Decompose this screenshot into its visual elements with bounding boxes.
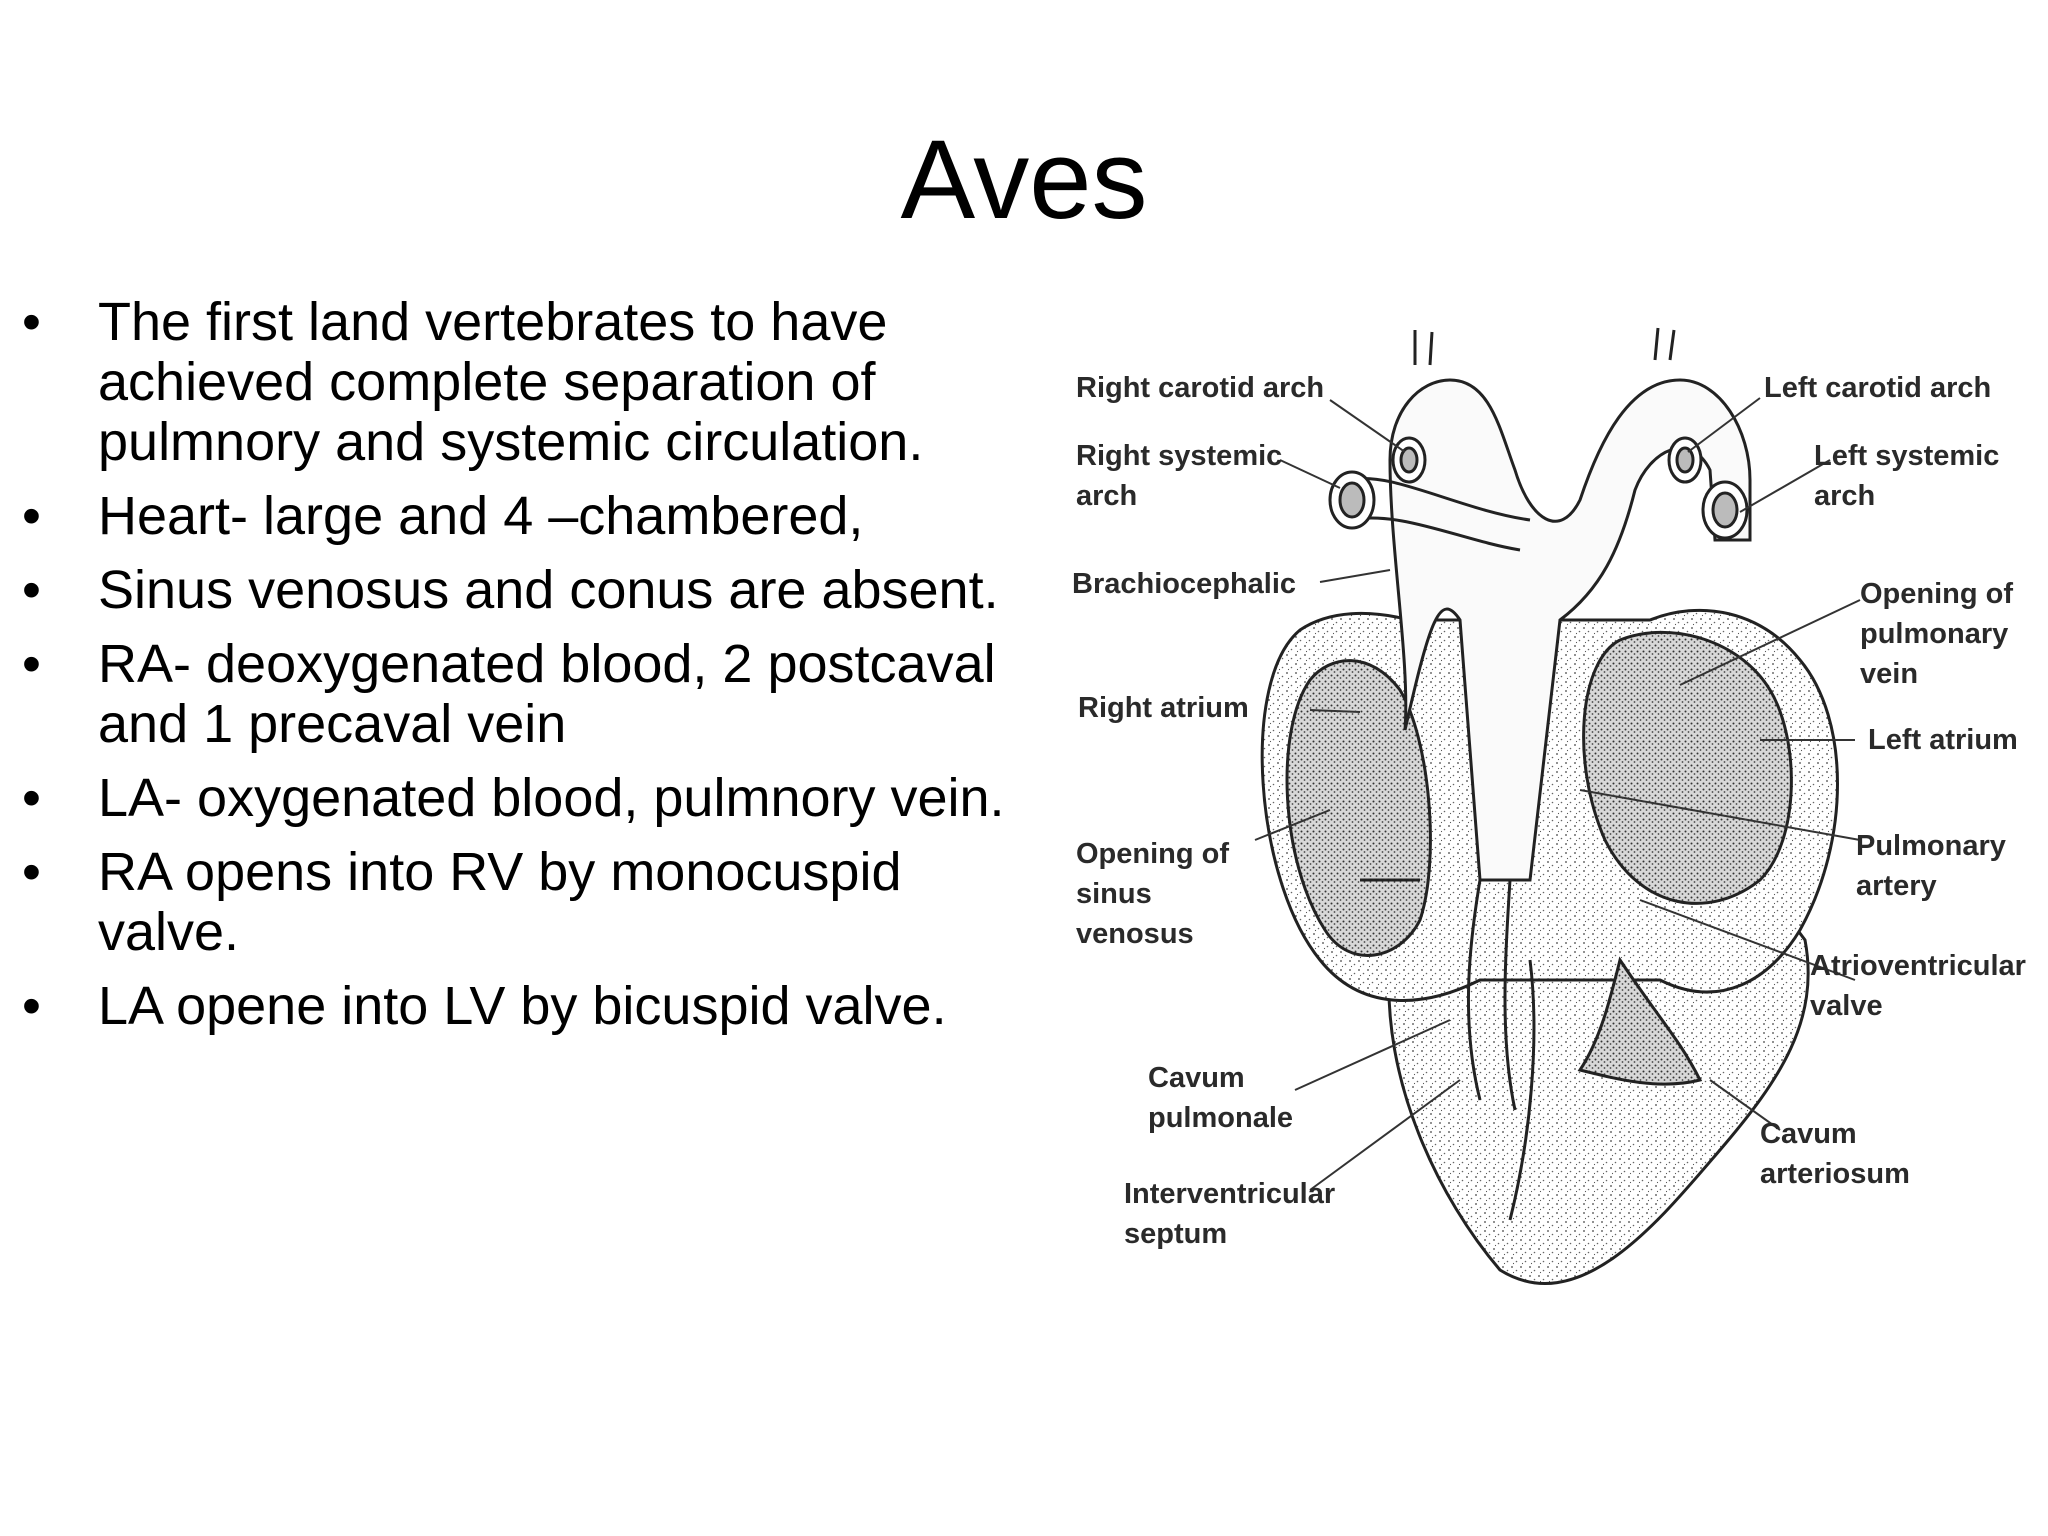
bird-heart-diagram [1060, 320, 2048, 1300]
label-left-atrium: Left atrium [1868, 724, 2018, 756]
bullet-item [14, 634, 1024, 754]
bullet-item [14, 486, 1024, 546]
label-right-carotid-arch: Right carotid arch [1076, 372, 1325, 404]
bullet-text: The first land vertebrates to have achieved complete separation of pulmnory and systemic circulation. [98, 292, 924, 472]
label-pulmonary-artery: Pulmonary artery [1856, 830, 2006, 902]
label-left-systemic-arch: Left systemic arch [1814, 440, 2000, 512]
bullet-item [14, 768, 1024, 828]
label-brachiocephalic: Brachiocephalic [1072, 568, 1297, 600]
bullet-item [14, 292, 1024, 472]
bullet-dot: • [22, 842, 41, 902]
slide-title: Aves [900, 117, 1148, 243]
label-cavum-pulmonale: Cavum pulmonale [1148, 1062, 1294, 1134]
label-opening-sinus-venosus: Opening of sinus venosus [1076, 838, 1230, 950]
label-atrioventricular-valve: Atrioventricular valve [1810, 950, 2026, 1022]
bullet-text: RA opens into RV by monocuspid valve. [98, 842, 902, 962]
bullet-dot: • [22, 292, 41, 352]
bullet-text: RA- deoxygenated blood, 2 postcaval and 1 precaval vein [98, 634, 996, 754]
bullet-item [14, 842, 1024, 962]
bullet-item [14, 560, 1024, 620]
bullet-dot: • [22, 768, 41, 828]
bullet-text: LA opene into LV by bicuspid valve. [98, 976, 947, 1036]
bullet-dot: • [22, 486, 41, 546]
bullet-text: LA- oxygenated blood, pulmnory vein. [98, 768, 1005, 828]
label-right-systemic-arch: Right systemic arch [1076, 440, 1283, 512]
label-interventricular-septum: Interventricular septum [1124, 1178, 1336, 1250]
label-cavum-arteriosum: Cavum arteriosum [1760, 1118, 1910, 1190]
bullet-item [14, 976, 1024, 1036]
bullet-list [14, 292, 1024, 1050]
bullet-text: Heart- large and 4 –chambered, [98, 486, 864, 546]
right-carotid-stub [1415, 330, 1432, 365]
bullet-text: Sinus venosus and conus are absent. [98, 560, 999, 620]
label-opening-pulmonary-vein: Opening of pulmonary vein [1860, 578, 2014, 690]
label-left-carotid-arch: Left carotid arch [1764, 372, 1992, 404]
bullet-dot: • [22, 634, 41, 694]
left-carotid-stub [1655, 328, 1674, 360]
bullet-dot: • [22, 976, 41, 1036]
bullet-dot: • [22, 560, 41, 620]
label-right-atrium: Right atrium [1078, 692, 1249, 724]
